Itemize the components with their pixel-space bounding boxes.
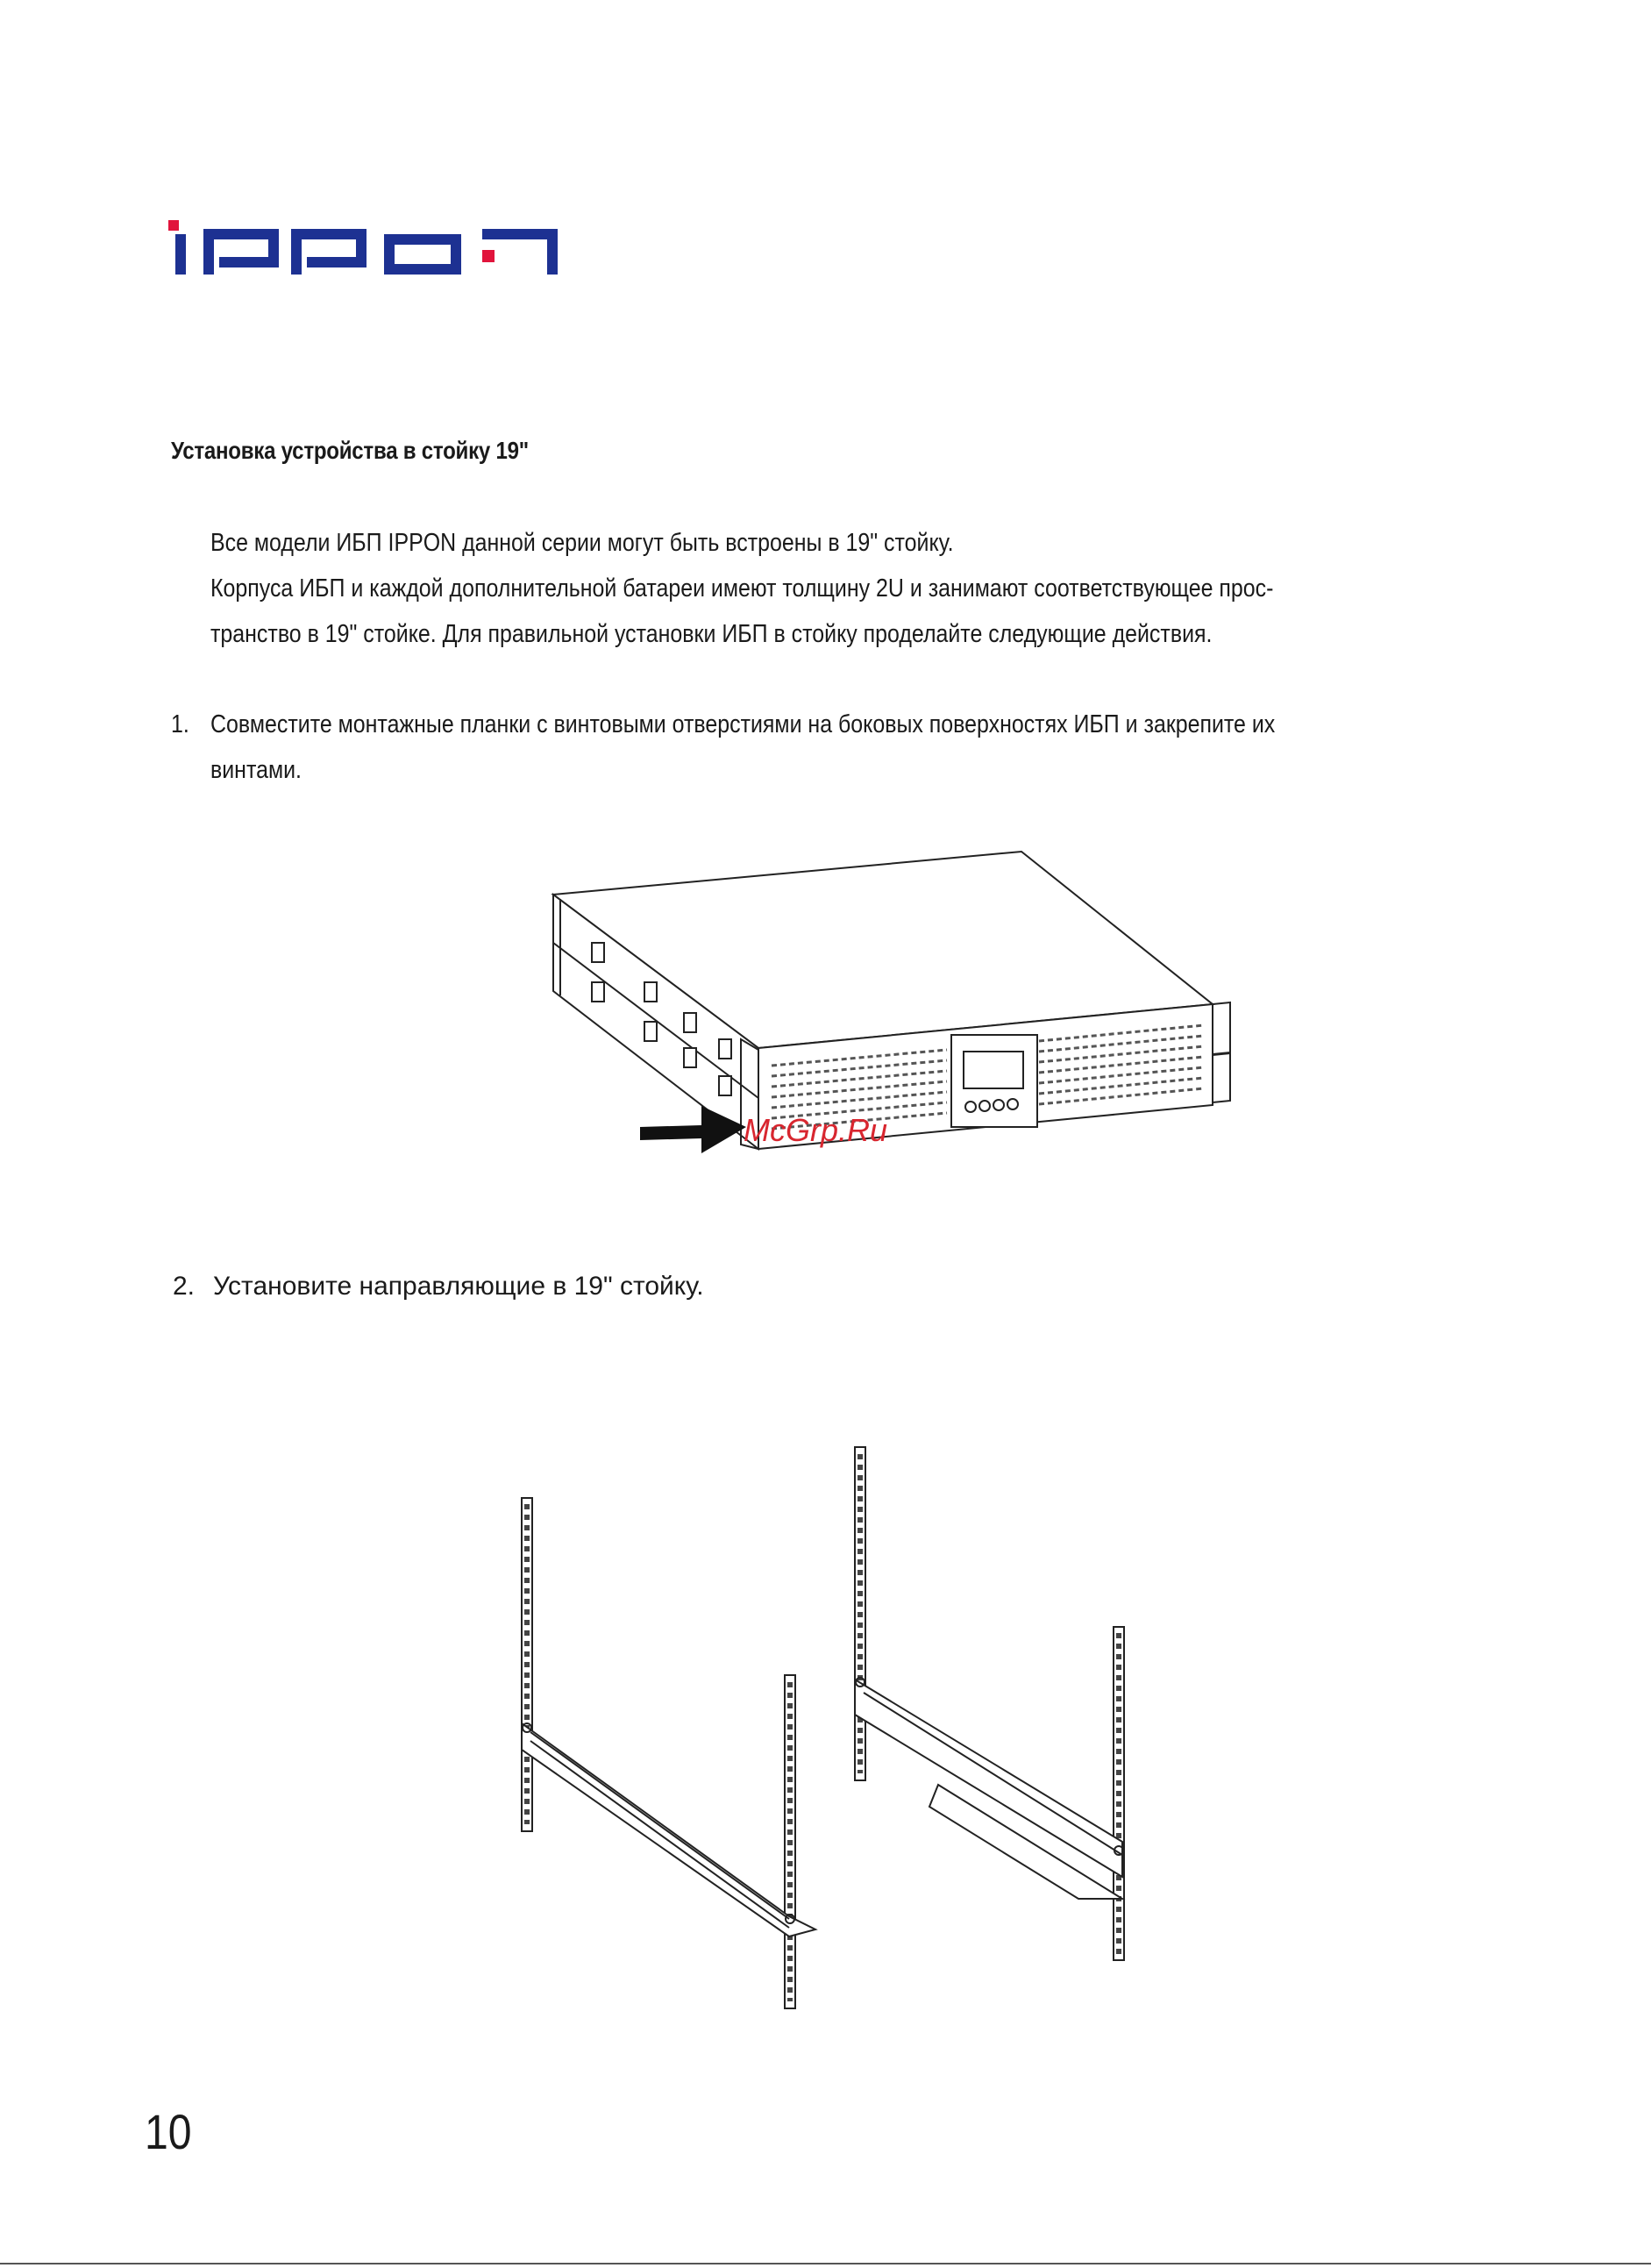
- ippon-logo-icon: [167, 215, 561, 285]
- intro-line-3: транство в 19" стойке. Для правильной установки ИБП в стойку проделайте следующие действия.: [210, 620, 1213, 648]
- intro-line-2: Корпуса ИБП и каждой дополнительной батареи имеют толщину 2U и занимают соответствующее прос-: [210, 574, 1274, 603]
- step-2-number: 2.: [173, 1272, 196, 1301]
- step-1-text-line-2: винтами.: [210, 756, 302, 784]
- step-1-number: 1.: [171, 710, 189, 738]
- ups-figure: [548, 846, 1241, 1162]
- section-title: Установка устройства в стойку 19": [171, 437, 529, 464]
- watermark: McGrp.Ru: [744, 1112, 888, 1148]
- footer-divider: [0, 2263, 1651, 2264]
- step-2-text: Установите направляющие в 19" стойку.: [213, 1272, 704, 1301]
- intro-line-1: Все модели ИБП IPPON данной серии могут быть встроены в 19" стойку.: [210, 529, 954, 557]
- ippon-logo: [167, 215, 561, 285]
- page-number: 10: [145, 2104, 192, 2159]
- ups-2u-unit-illustration-icon: [548, 846, 1241, 1162]
- rack-rails-illustration-icon: [509, 1438, 1175, 2017]
- step-1-text-line-1: Совместите монтажные планки с винтовыми отверстиями на боковых поверхностях ИБП и закрепите их: [210, 710, 1276, 738]
- rails-figure: [509, 1438, 1175, 2017]
